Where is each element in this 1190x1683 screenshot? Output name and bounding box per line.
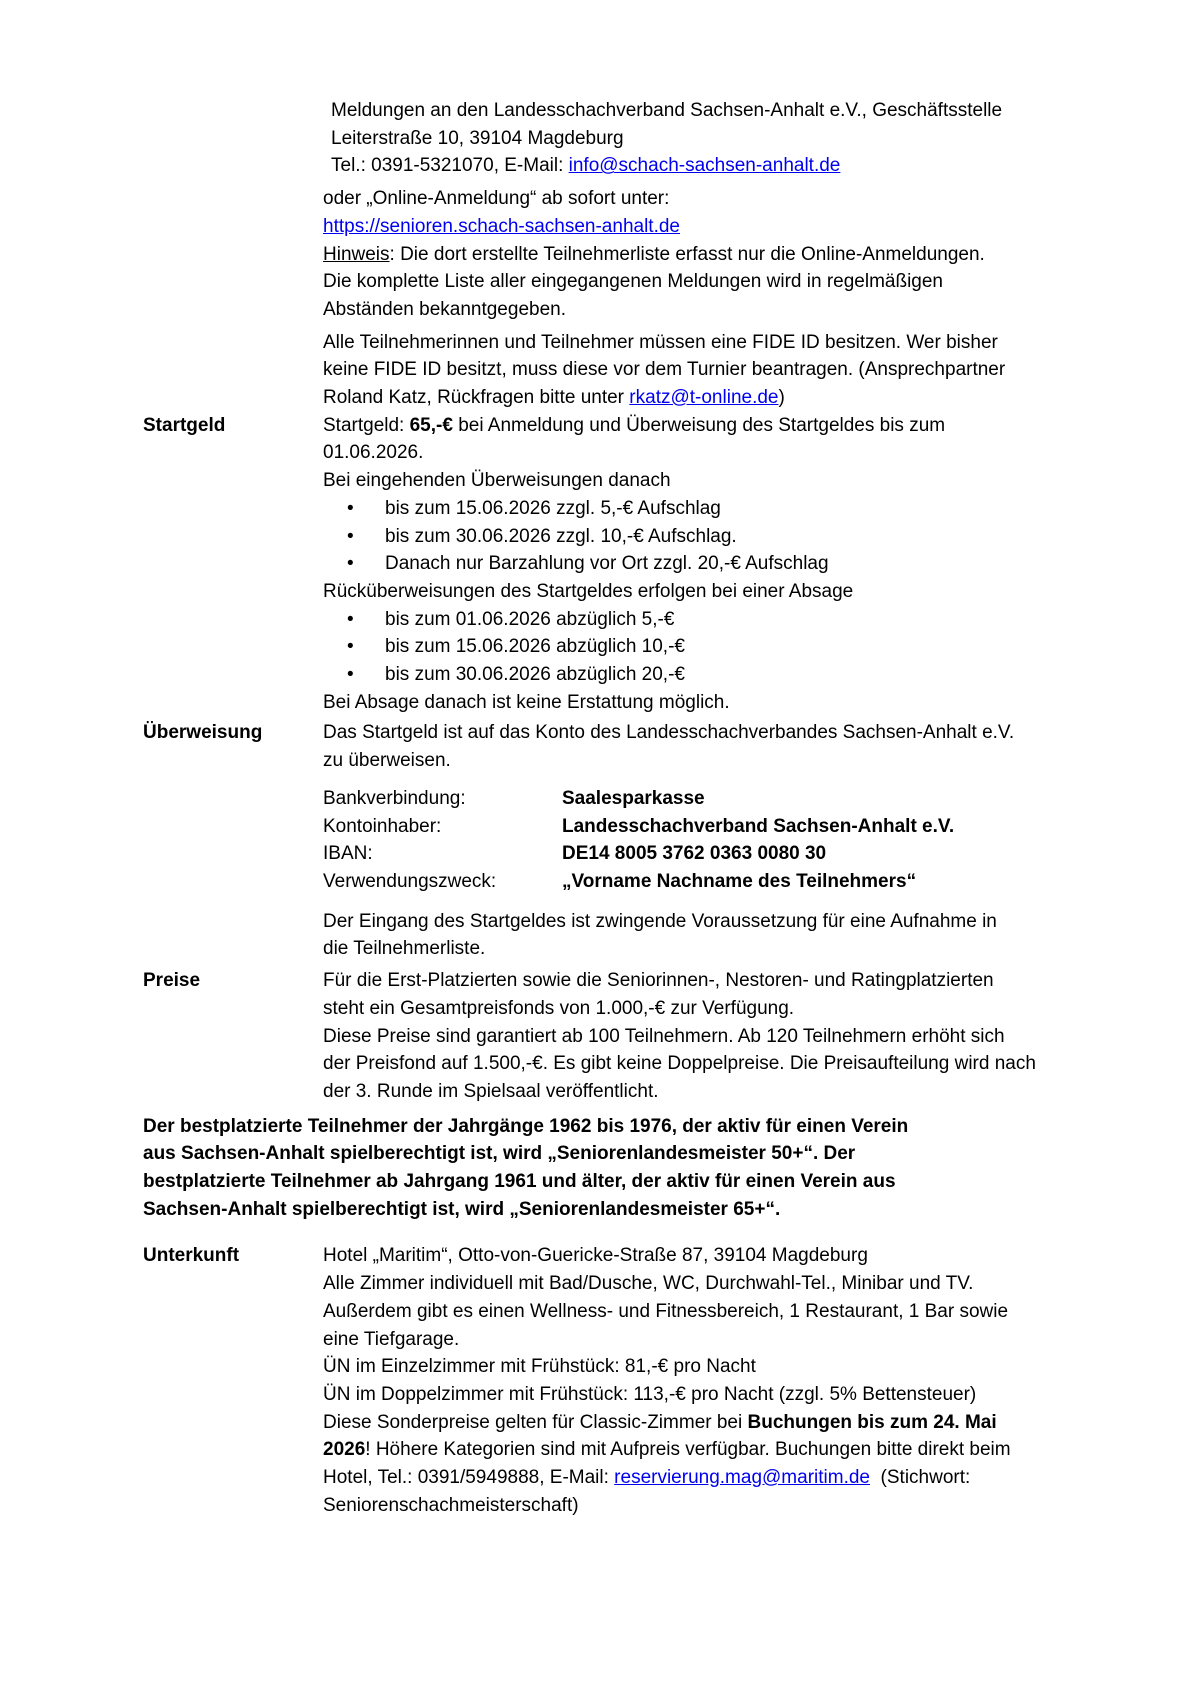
text-line xyxy=(323,1050,1135,1078)
text-line xyxy=(323,1353,1135,1381)
text-segment: Diese Sonderpreise gelten für Classic-Zimmer bei xyxy=(323,1411,748,1433)
text-segment: Tel.: 0391-5321070, E-Mail: xyxy=(331,155,569,177)
text-segment: Sachsen-Anhalt spielberechtigt ist, wird „Seniorenlandesmeister 65+“. xyxy=(143,1198,781,1220)
section-label-preise: Preise xyxy=(143,970,201,992)
text-segment: ÜN im Doppelzimmer mit Frühstück: 113,-€ pro Nacht (zzgl. 5% Bettensteuer) xyxy=(323,1383,977,1405)
text-segment: Der Eingang des Startgeldes ist zwingende Voraussetzung für eine Aufnahme in xyxy=(323,910,997,932)
text-segment: (Stichwort: xyxy=(870,1467,971,1489)
text-segment: bis zum 01.06.2026 abzüglich 5,-€ xyxy=(385,608,675,630)
text-line xyxy=(143,1140,1135,1168)
text-line xyxy=(323,185,1135,213)
section-startgeld xyxy=(143,412,1135,717)
text-line xyxy=(331,125,1135,153)
text-line xyxy=(323,1023,1135,1051)
bullet-icon: • xyxy=(347,664,354,686)
text-segment: Roland Katz, Rückfragen bitte unter xyxy=(323,387,630,409)
field-value: „Vorname Nachname des Teilnehmers“ xyxy=(562,870,917,892)
text-segment: Bei eingehenden Überweisungen danach xyxy=(323,470,671,492)
text-segment: die Teilnehmerliste. xyxy=(323,938,486,960)
text-segment: bei Anmeldung und Überweisung des Startgeldes bis zum xyxy=(452,414,946,436)
section-online-anmeldung xyxy=(143,185,1135,324)
email-link-rkatz[interactable]: rkatz@t-online.de xyxy=(629,387,779,409)
text-segment: bestplatzierte Teilnehmer ab Jahrgang 1961 und älter, der aktiv für einen Verein aus xyxy=(143,1171,896,1193)
text-line xyxy=(323,1409,1135,1437)
text-segment: oder „Online-Anmeldung“ ab sofort unter: xyxy=(323,188,670,210)
text-segment: Alle Zimmer individuell mit Bad/Dusche, WC, Durchwahl-Tel., Minibar und TV. xyxy=(323,1273,974,1295)
text-line xyxy=(323,467,1135,495)
bullet-list-item xyxy=(323,523,1135,551)
section-content xyxy=(331,97,1135,180)
text-line xyxy=(323,213,1135,241)
text-segment: Das Startgeld ist auf das Konto des Landesschachverbandes Sachsen-Anhalt e.V. xyxy=(323,722,1015,744)
text-line xyxy=(323,689,1135,717)
section-content xyxy=(323,908,1135,963)
section-label-ueberweisung: Überweisung xyxy=(143,722,263,744)
text-line xyxy=(323,1298,1135,1326)
text-line xyxy=(323,747,1135,775)
text-segment: bis zum 15.06.2026 zzgl. 5,-€ Aufschlag xyxy=(385,497,721,519)
field-value: Saalesparkasse xyxy=(562,787,705,809)
text-segment: Danach nur Barzahlung vor Ort zzgl. 20,-€ Aufschlag xyxy=(385,553,829,575)
bullet-icon: • xyxy=(347,636,354,658)
text-segment: der Preisfond auf 1.500,-€. Es gibt keine Doppelpreise. Die Preisaufteilung wird nach xyxy=(323,1053,1036,1075)
text-segment: Buchungen bis zum 24. Mai xyxy=(747,1411,997,1433)
text-segment: Hotel, Tel.: 0391/5949888, E-Mail: xyxy=(323,1467,615,1489)
section-meister-hinweis xyxy=(143,1113,1135,1224)
text-line xyxy=(323,439,1135,467)
section-ueberweisung xyxy=(143,719,1135,774)
section-label-unterkunft: Unterkunft xyxy=(143,1245,240,1267)
text-segment: 2026 xyxy=(323,1439,366,1461)
bullet-icon: • xyxy=(347,608,354,630)
field-label: Kontoinhaber: xyxy=(323,815,442,837)
text-line xyxy=(323,1326,1135,1354)
text-line xyxy=(323,1464,1135,1492)
text-segment: Hotel „Maritim“, Otto-von-Guericke-Straße 87, 39104 Magdeburg xyxy=(323,1245,868,1267)
section-content xyxy=(323,185,1135,324)
text-segment: aus Sachsen-Anhalt spielberechtigt ist, wird „Seniorenlandesmeister 50+“. Der xyxy=(143,1143,856,1165)
text-line xyxy=(323,412,1135,440)
text-line xyxy=(143,1196,1135,1224)
section-eingang-startgeld xyxy=(143,908,1135,963)
section-content xyxy=(143,1113,1135,1224)
text-segment: Außerdem gibt es einen Wellness- und Fitnessbereich, 1 Restaurant, 1 Bar sowie xyxy=(323,1300,1009,1322)
text-line xyxy=(323,384,1135,412)
text-segment: bis zum 30.06.2026 abzüglich 20,-€ xyxy=(385,664,685,686)
text-line xyxy=(323,578,1135,606)
section-content xyxy=(323,785,1135,896)
text-segment: 01.06.2026. xyxy=(323,442,424,464)
field-value: DE14 8005 3762 0363 0080 30 xyxy=(562,843,827,865)
text-segment: Leiterstraße 10, 39104 Magdeburg xyxy=(331,127,624,149)
text-line xyxy=(323,995,1135,1023)
text-segment: zu überweisen. xyxy=(323,750,451,772)
text-line xyxy=(143,1113,1135,1141)
text-line xyxy=(323,268,1135,296)
bullet-icon: • xyxy=(347,497,354,519)
text-line xyxy=(323,356,1135,384)
section-bankverbindung xyxy=(143,785,1135,896)
section-label-startgeld: Startgeld xyxy=(143,414,226,436)
text-line xyxy=(143,1168,1135,1196)
text-segment: Diese Preise sind garantiert ab 100 Teilnehmern. Ab 120 Teilnehmern erhöht sich xyxy=(323,1025,1005,1047)
bullet-icon: • xyxy=(347,525,354,547)
text-segment: Seniorenschachmeisterschaft) xyxy=(323,1494,579,1516)
text-segment: Abständen bekanntgegeben. xyxy=(323,298,566,320)
text-segment: ÜN im Einzelzimmer mit Frühstück: 81,-€ pro Nacht xyxy=(323,1356,756,1378)
text-line xyxy=(323,1270,1135,1298)
text-segment: Hinweis xyxy=(323,243,390,265)
text-segment: bis zum 15.06.2026 abzüglich 10,-€ xyxy=(385,636,685,658)
text-segment: Für die Erst-Platzierten sowie die Seniorinnen-, Nestoren- und Ratingplatzierten xyxy=(323,970,994,992)
text-line xyxy=(323,1078,1135,1106)
field-value: Landesschachverband Sachsen-Anhalt e.V. xyxy=(562,815,955,837)
field-label: IBAN: xyxy=(323,843,373,865)
text-line xyxy=(331,97,1135,125)
text-segment: Die komplette Liste aller eingegangenen Meldungen wird in regelmäßigen xyxy=(323,271,943,293)
text-line xyxy=(323,719,1135,747)
section-content xyxy=(323,329,1135,412)
text-line xyxy=(323,1436,1135,1464)
text-line xyxy=(323,785,1135,813)
email-link-hotel-reservierung[interactable]: reservierung.mag@maritim.de xyxy=(614,1467,870,1489)
bullet-list-item xyxy=(323,633,1135,661)
email-link-geschaeftsstelle[interactable]: info@schach-sachsen-anhalt.de xyxy=(568,155,841,177)
text-line xyxy=(323,908,1135,936)
section-unterkunft xyxy=(143,1242,1135,1519)
text-segment: steht ein Gesamtpreisfonds von 1.000,-€ zur Verfügung. xyxy=(323,997,795,1019)
text-line xyxy=(323,868,1135,896)
text-segment: Alle Teilnehmerinnen und Teilnehmer müssen eine FIDE ID besitzen. Wer bisher xyxy=(323,331,998,353)
text-segment: ! Höhere Kategorien sind mit Aufpreis verfügbar. Buchungen bitte direkt beim xyxy=(365,1439,1011,1461)
bullet-list-item xyxy=(323,661,1135,689)
section-preise xyxy=(143,967,1135,1106)
section-content xyxy=(323,412,1135,717)
text-line xyxy=(323,935,1135,963)
text-line xyxy=(323,967,1135,995)
text-segment: eine Tiefgarage. xyxy=(323,1328,460,1350)
bullet-list-item xyxy=(323,550,1135,578)
text-segment: Der bestplatzierte Teilnehmer der Jahrgänge 1962 bis 1976, der aktiv für einen Verein xyxy=(143,1115,909,1137)
bullet-icon: • xyxy=(347,553,354,575)
online-anmeldung-url-link[interactable]: https://senioren.schach-sachsen-anhalt.de xyxy=(323,215,680,237)
section-content xyxy=(323,719,1135,774)
bullet-list-item xyxy=(323,495,1135,523)
section-content xyxy=(323,1242,1135,1519)
text-line xyxy=(323,1492,1135,1520)
text-line xyxy=(323,813,1135,841)
text-line xyxy=(331,152,1135,180)
text-line xyxy=(323,329,1135,357)
section-fide-id xyxy=(143,329,1135,412)
text-line xyxy=(323,241,1135,269)
text-segment: 65,-€ xyxy=(409,414,453,436)
bullet-list-item xyxy=(323,606,1135,634)
text-segment: Rücküberweisungen des Startgeldes erfolgen bei einer Absage xyxy=(323,580,854,602)
text-segment: Bei Absage danach ist keine Erstattung möglich. xyxy=(323,691,730,713)
field-label: Bankverbindung: xyxy=(323,787,466,809)
section-meldungen-kontakt xyxy=(143,97,1135,180)
field-label: Verwendungszweck: xyxy=(323,870,497,892)
text-line xyxy=(323,1381,1135,1409)
text-segment: keine FIDE ID besitzt, muss diese vor dem Turnier beantragen. (Ansprechpartner xyxy=(323,359,1006,381)
text-segment: : Die dort erstellte Teilnehmerliste erfasst nur die Online-Anmeldungen. xyxy=(389,243,985,265)
text-line xyxy=(323,1242,1135,1270)
text-line xyxy=(323,840,1135,868)
text-segment: der 3. Runde im Spielsaal veröffentlicht. xyxy=(323,1080,659,1102)
text-segment: Startgeld: xyxy=(323,414,410,436)
section-content xyxy=(323,967,1135,1106)
text-segment: Meldungen an den Landesschachverband Sachsen-Anhalt e.V., Geschäftsstelle xyxy=(331,100,1003,121)
text-line xyxy=(323,296,1135,324)
text-segment: ) xyxy=(778,387,785,409)
text-segment: bis zum 30.06.2026 zzgl. 10,-€ Aufschlag. xyxy=(385,525,737,547)
